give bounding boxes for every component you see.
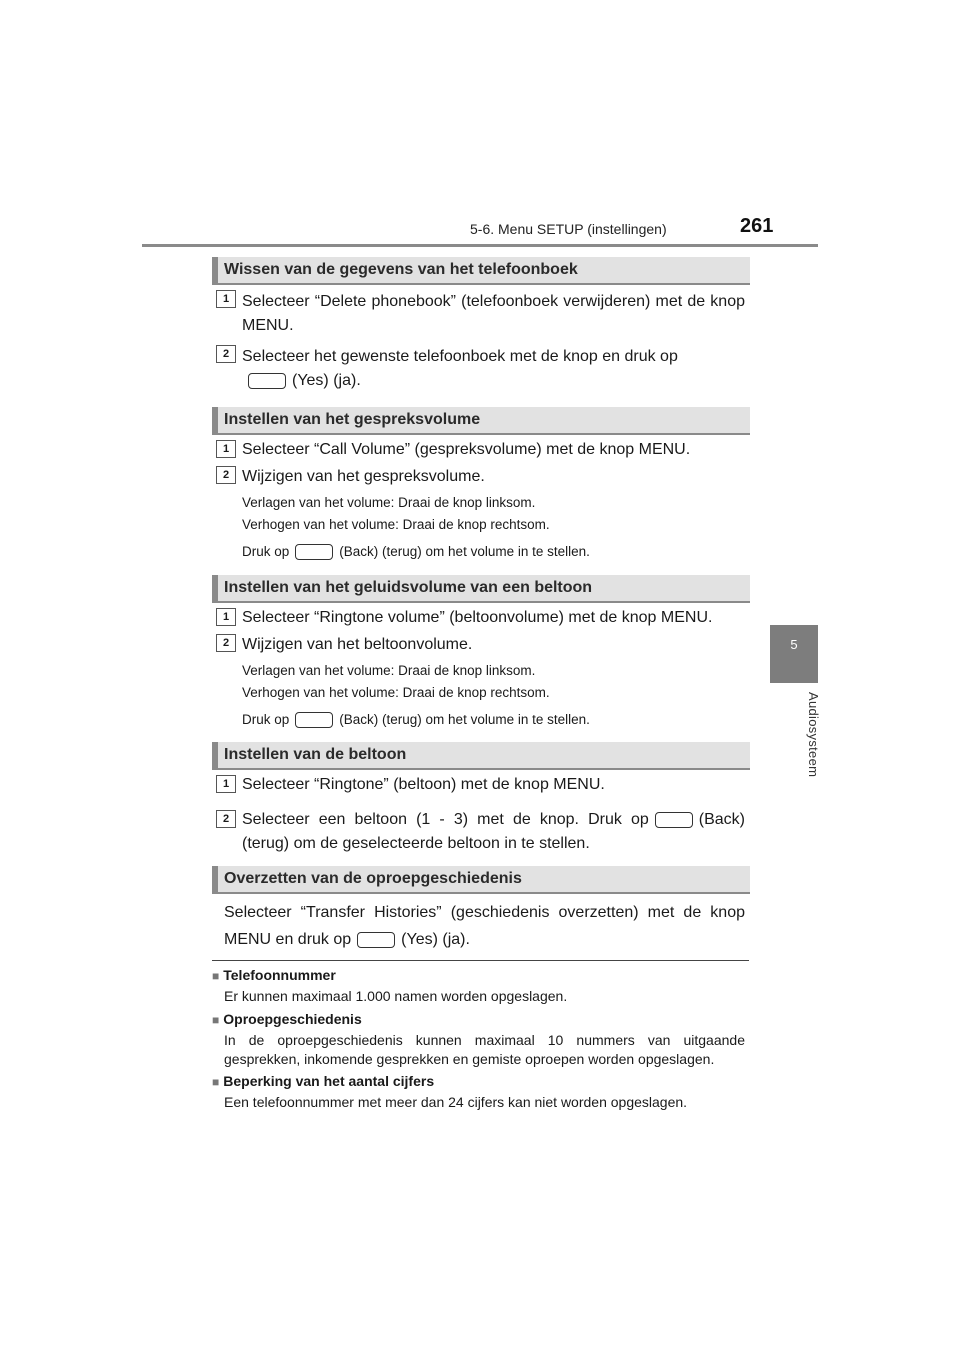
step-text-part: (Back) (terug) om de geselecteerde beltoon in te stellen.: [242, 811, 745, 852]
step-number: 1: [216, 440, 236, 458]
body-text-part: Selecteer “Transfer Histories” (geschiedenis overzetten) met de knop MENU en druk op: [224, 904, 745, 948]
step-text: Wijzigen van het beltoonvolume.: [242, 636, 473, 653]
note-title: ■ Telefoonnummer: [212, 967, 336, 983]
step-text-part: (Yes) (ja).: [292, 372, 361, 389]
notes-divider: [212, 960, 749, 961]
button-icon: [357, 932, 395, 948]
chapter-label: Audiosysteem: [806, 692, 821, 778]
section-title: Instellen van het geluidsvolume van een beltoon: [224, 579, 593, 596]
press-text: (Back) (terug) om het volume in te stellen.: [339, 712, 590, 727]
press-text: Druk op: [242, 712, 290, 727]
body-text: [224, 899, 745, 953]
note-title: ■ Beperking van het aantal cijfers: [212, 1073, 434, 1089]
step-text: Wijzigen van het gespreksvolume.: [242, 468, 485, 485]
section-title: Overzetten van de oproepgeschiedenis: [224, 870, 522, 887]
chapter-tab: 5: [770, 625, 818, 683]
body-text-part: (Yes) (ja).: [401, 931, 470, 948]
step-text: Selecteer “Ringtone volume” (beltoonvolume) met de knop MENU.: [242, 609, 713, 626]
button-icon: [295, 712, 333, 728]
note-title: ■ Oproepgeschiedenis: [212, 1011, 362, 1027]
detail-text: Verhogen van het volume: Draai de knop rechtsom.: [242, 517, 550, 532]
press-text: (Back) (terug) om het volume in te stellen.: [339, 544, 590, 559]
header-section-title: 5-6. Menu SETUP (instellingen): [470, 221, 667, 237]
step-text: [242, 808, 745, 856]
section-title: Wissen van de gegevens van het telefoonboek: [224, 261, 578, 278]
step-number: 2: [216, 810, 236, 828]
step-number: 2: [216, 345, 236, 363]
step-text: Selecteer “Delete phonebook” (telefoonboek verwijderen) met de knop MENU.: [242, 293, 745, 334]
step-text: Selecteer “Call Volume” (gespreksvolume) met de knop MENU.: [242, 441, 691, 458]
detail-text: Verhogen van het volume: Draai de knop rechtsom.: [242, 685, 550, 700]
step-number: 1: [216, 775, 236, 793]
step-number: 2: [216, 634, 236, 652]
section-title: Instellen van het gespreksvolume: [224, 411, 481, 428]
button-icon: [248, 373, 286, 389]
press-instruction: [242, 710, 745, 730]
step-text-part: Selecteer het gewenste telefoonboek met de knop en druk op: [242, 348, 678, 365]
page-number: 261: [740, 215, 774, 237]
section-heading: [212, 866, 750, 894]
step-text-part: Selecteer een beltoon (1 - 3) met de knop. Druk op: [242, 811, 649, 828]
note-body: Er kunnen maximaal 1.000 namen worden opgeslagen.: [224, 988, 568, 1004]
press-text: Druk op: [242, 544, 290, 559]
header-divider: [142, 244, 818, 247]
button-icon: [655, 812, 693, 828]
step-number: 2: [216, 466, 236, 484]
step-number: 1: [216, 290, 236, 308]
step-number: 1: [216, 608, 236, 626]
step-text: Selecteer “Ringtone” (beltoon) met de knop MENU.: [242, 776, 605, 793]
section-heading: [212, 257, 750, 285]
note-body: In de oproepgeschiedenis kunnen maximaal 10 nummers van uitgaande gesprekken, inkomende gesprekken en gemiste oproepen worden opgeslagen.: [224, 1032, 745, 1067]
note-body: Een telefoonnummer met meer dan 24 cijfers kan niet worden opgeslagen.: [224, 1094, 688, 1110]
press-instruction: [242, 542, 745, 562]
section-title: Instellen van de beltoon: [224, 746, 407, 763]
detail-text: Verlagen van het volume: Draai de knop linksom.: [242, 495, 536, 510]
button-icon: [295, 544, 333, 560]
section-heading: [212, 407, 750, 435]
section-heading: [212, 742, 750, 770]
step-text: [242, 345, 745, 393]
detail-text: Verlagen van het volume: Draai de knop linksom.: [242, 663, 536, 678]
section-heading: [212, 575, 750, 603]
